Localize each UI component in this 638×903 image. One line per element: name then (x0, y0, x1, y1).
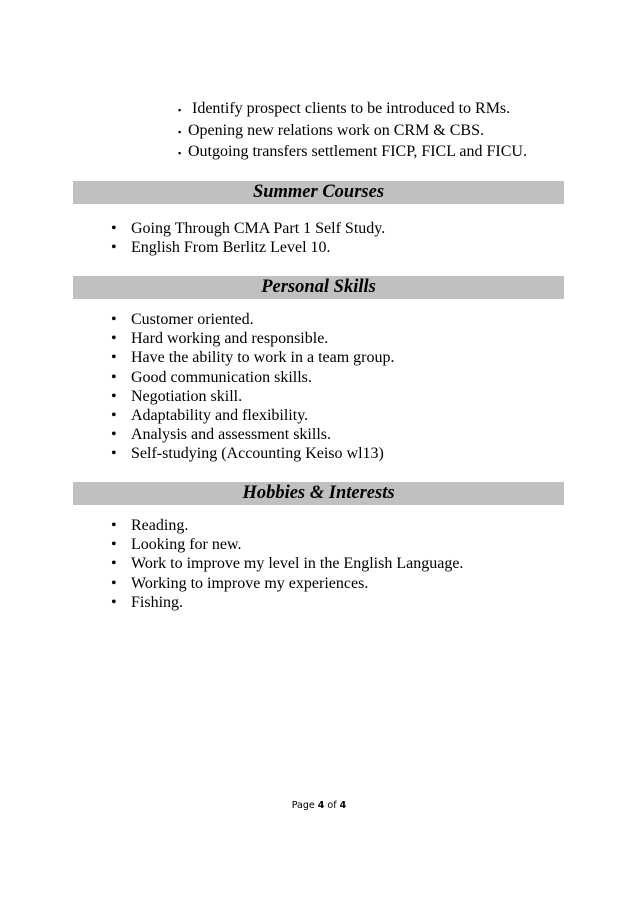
current-page-number: 4 (317, 800, 325, 811)
list-item (111, 368, 394, 387)
list-item (178, 99, 527, 121)
bullet-icon: • (111, 239, 117, 257)
list-item (111, 425, 394, 444)
list-item (178, 121, 527, 143)
list-item-text: Looking for new. (131, 536, 242, 554)
page-footer (0, 800, 638, 812)
list-item (111, 593, 463, 612)
bullet-icon: • (111, 574, 117, 592)
list-item-text: Going Through CMA Part 1 Self Study. (131, 220, 386, 237)
list-item (178, 142, 527, 164)
bullet-icon: • (111, 387, 117, 405)
list-item-text: Opening new relations work on CRM & CBS. (188, 121, 484, 139)
square-bullet-icon: ▪ (178, 105, 182, 115)
hobbies-heading: Hobbies & Interests (73, 482, 564, 505)
list-item-text: Identify prospect clients to be introduced to RMs. (192, 100, 511, 117)
list-item-text: Working to improve my experiences. (131, 574, 369, 592)
hobbies-list (111, 516, 463, 612)
list-item (111, 535, 463, 554)
list-item (111, 574, 463, 593)
list-item (111, 516, 463, 535)
square-bullet-icon: ▪ (178, 148, 182, 158)
list-item (111, 329, 394, 348)
of-label: of (327, 800, 337, 811)
list-item (111, 348, 394, 367)
list-item (111, 310, 394, 329)
bullet-icon: • (111, 220, 117, 237)
list-item (111, 444, 394, 463)
list-item-text: Self-studying (Accounting Keiso wl13) (131, 445, 384, 463)
bullet-icon: • (111, 555, 117, 573)
bullet-icon: • (111, 536, 117, 554)
personal-skills-list (111, 310, 394, 464)
bullet-icon: • (111, 407, 117, 425)
list-item-text: Have the ability to work in a team group. (131, 349, 395, 367)
bullet-icon: • (111, 593, 117, 611)
list-item (111, 554, 463, 573)
bullet-icon: • (111, 517, 117, 534)
list-item-text: Adaptability and flexibility. (131, 407, 309, 425)
bullet-icon: • (111, 368, 117, 386)
personal-skills-heading: Personal Skills (73, 276, 564, 299)
page-label: Page (291, 800, 315, 811)
summer-courses-list (111, 219, 385, 257)
bullet-icon: • (111, 311, 117, 328)
list-item (111, 219, 385, 238)
total-pages-number: 4 (339, 800, 347, 811)
summer-courses-heading: Summer Courses (73, 181, 564, 204)
bullet-icon: • (111, 330, 117, 348)
list-item (111, 238, 385, 257)
list-item-text: Work to improve my level in the English Language. (131, 555, 464, 573)
list-item-text: Good communication skills. (131, 368, 312, 386)
bullet-icon: • (111, 426, 117, 444)
list-item (111, 387, 394, 406)
list-item-text: Reading. (131, 517, 189, 534)
list-item (111, 406, 394, 425)
list-item-text: Negotiation skill. (131, 387, 243, 405)
list-item-text: Customer oriented. (131, 311, 254, 328)
bullet-icon: • (111, 445, 117, 463)
work-tasks-list (178, 99, 527, 164)
bullet-icon: • (111, 349, 117, 367)
list-item-text: Outgoing transfers settlement FICP, FICL and FICU. (188, 143, 527, 160)
square-bullet-icon: ▪ (178, 126, 182, 137)
list-item-text: English From Berlitz Level 10. (131, 239, 331, 257)
list-item-text: Analysis and assessment skills. (131, 426, 331, 444)
list-item-text: Hard working and responsible. (131, 330, 329, 348)
list-item-text: Fishing. (131, 593, 184, 611)
